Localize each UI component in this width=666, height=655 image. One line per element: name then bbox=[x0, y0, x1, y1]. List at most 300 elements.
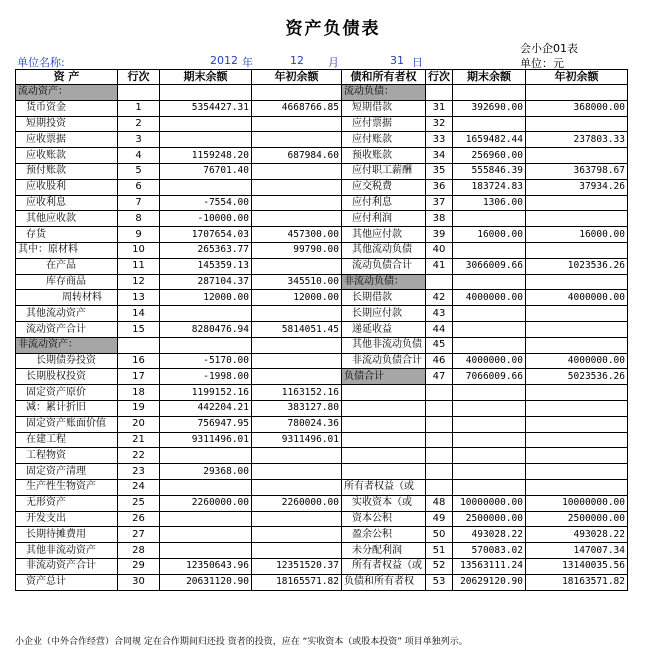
opening-cell: 12351520.37 bbox=[252, 558, 342, 574]
table-row bbox=[16, 527, 628, 543]
asset-name-cell: 流动资产合计 bbox=[16, 321, 118, 337]
table-row bbox=[16, 163, 628, 179]
opening-r-cell bbox=[526, 306, 628, 322]
line-no-r-cell: 37 bbox=[426, 195, 453, 211]
line-no-r-cell: 43 bbox=[426, 306, 453, 322]
opening-cell bbox=[252, 258, 342, 274]
closing-cell: 8280476.94 bbox=[160, 321, 252, 337]
opening-cell bbox=[252, 132, 342, 148]
liab-name-cell: 资本公积 bbox=[342, 511, 426, 527]
line-no-r-cell bbox=[426, 274, 453, 290]
opening-cell: 5814051.45 bbox=[252, 321, 342, 337]
table-row bbox=[16, 511, 628, 527]
liab-name-cell: 递延收益 bbox=[342, 321, 426, 337]
opening-r-cell: 1023536.26 bbox=[526, 258, 628, 274]
opening-cell bbox=[252, 337, 342, 353]
closing-cell: 442204.21 bbox=[160, 400, 252, 416]
col-line-no-right: 行次 bbox=[426, 70, 453, 85]
liab-name-cell: 盈余公积 bbox=[342, 527, 426, 543]
closing-cell: 76701.40 bbox=[160, 163, 252, 179]
opening-r-cell bbox=[526, 416, 628, 432]
opening-cell bbox=[252, 179, 342, 195]
table-row bbox=[16, 100, 628, 116]
liab-name-cell: 应付账款 bbox=[342, 132, 426, 148]
asset-name-cell: 应收股利 bbox=[16, 179, 118, 195]
opening-r-cell: 13140035.56 bbox=[526, 558, 628, 574]
closing-cell bbox=[160, 306, 252, 322]
line-no-r-cell: 39 bbox=[426, 227, 453, 243]
line-no-cell: 7 bbox=[118, 195, 160, 211]
liab-name-cell: 所有者权益（或 bbox=[342, 558, 426, 574]
line-no-r-cell: 53 bbox=[426, 574, 453, 590]
closing-r-cell: 3066009.66 bbox=[453, 258, 526, 274]
closing-cell bbox=[160, 337, 252, 353]
opening-cell bbox=[252, 448, 342, 464]
asset-name-cell: 资产总计 bbox=[16, 574, 118, 590]
asset-name-cell: 其他非流动资产 bbox=[16, 543, 118, 559]
line-no-r-cell: 49 bbox=[426, 511, 453, 527]
line-no-r-cell: 33 bbox=[426, 132, 453, 148]
unit-name-label: 单位名称: bbox=[17, 56, 65, 69]
closing-r-cell bbox=[453, 337, 526, 353]
closing-r-cell: 16000.00 bbox=[453, 227, 526, 243]
closing-r-cell: 183724.83 bbox=[453, 179, 526, 195]
form-code: 会小企01表 bbox=[520, 42, 578, 55]
opening-cell: 12000.00 bbox=[252, 290, 342, 306]
closing-r-cell: 493028.22 bbox=[453, 527, 526, 543]
asset-name-cell: 减：累计折旧 bbox=[16, 400, 118, 416]
closing-cell bbox=[160, 543, 252, 559]
closing-cell: 2260000.00 bbox=[160, 495, 252, 511]
asset-name-cell: 短期投资 bbox=[16, 116, 118, 132]
opening-r-cell bbox=[526, 385, 628, 401]
liab-name-cell: 应付利润 bbox=[342, 211, 426, 227]
opening-r-cell: 18163571.82 bbox=[526, 574, 628, 590]
opening-cell bbox=[252, 511, 342, 527]
opening-cell: 9311496.01 bbox=[252, 432, 342, 448]
line-no-r-cell bbox=[426, 479, 453, 495]
table-row bbox=[16, 385, 628, 401]
liab-name-cell: 应付职工薪酬 bbox=[342, 163, 426, 179]
table-row bbox=[16, 479, 628, 495]
line-no-r-cell bbox=[426, 85, 453, 101]
liab-name-cell bbox=[342, 400, 426, 416]
opening-r-cell bbox=[526, 337, 628, 353]
liab-name-cell: 应付票据 bbox=[342, 116, 426, 132]
opening-r-cell: 10000000.00 bbox=[526, 495, 628, 511]
liab-name-cell: 应交税费 bbox=[342, 179, 426, 195]
line-no-cell: 27 bbox=[118, 527, 160, 543]
line-no-r-cell: 31 bbox=[426, 100, 453, 116]
liab-name-cell: 短期借款 bbox=[342, 100, 426, 116]
report-title: 资产负债表 bbox=[285, 19, 381, 39]
table-row bbox=[16, 211, 628, 227]
line-no-r-cell bbox=[426, 432, 453, 448]
line-no-r-cell: 38 bbox=[426, 211, 453, 227]
line-no-cell: 26 bbox=[118, 511, 160, 527]
asset-name-cell: 工程物资 bbox=[16, 448, 118, 464]
opening-cell bbox=[252, 527, 342, 543]
asset-name-cell: 应收票据 bbox=[16, 132, 118, 148]
line-no-cell: 4 bbox=[118, 148, 160, 164]
closing-r-cell: 4000000.00 bbox=[453, 353, 526, 369]
opening-cell bbox=[252, 479, 342, 495]
closing-r-cell: 2500000.00 bbox=[453, 511, 526, 527]
closing-cell bbox=[160, 85, 252, 101]
closing-cell bbox=[160, 448, 252, 464]
opening-cell: 687984.60 bbox=[252, 148, 342, 164]
line-no-r-cell bbox=[426, 464, 453, 480]
report-year: 2012 bbox=[210, 54, 238, 67]
line-no-cell: 5 bbox=[118, 163, 160, 179]
col-liability-equity: 债和所有者权 bbox=[342, 70, 426, 85]
table-row bbox=[16, 495, 628, 511]
line-no-cell: 29 bbox=[118, 558, 160, 574]
closing-r-cell bbox=[453, 432, 526, 448]
closing-cell: -5170.00 bbox=[160, 353, 252, 369]
closing-cell: 5354427.31 bbox=[160, 100, 252, 116]
line-no-cell: 3 bbox=[118, 132, 160, 148]
liab-name-cell: 长期应付款 bbox=[342, 306, 426, 322]
opening-r-cell bbox=[526, 242, 628, 258]
month-label: 月 bbox=[328, 56, 339, 69]
asset-name-cell: 库存商品 bbox=[16, 274, 118, 290]
closing-r-cell bbox=[453, 321, 526, 337]
opening-cell: 383127.80 bbox=[252, 400, 342, 416]
footnote: 小企业（中外合作经营）合同规 定在合作期间归还投 资者的投资，应在 “实收资本（或股本投资” 项目单独列示。 bbox=[15, 637, 468, 647]
liab-name-cell: 长期借款 bbox=[342, 290, 426, 306]
closing-cell: 287104.37 bbox=[160, 274, 252, 290]
opening-r-cell bbox=[526, 211, 628, 227]
opening-cell: 18165571.82 bbox=[252, 574, 342, 590]
closing-cell: -1998.00 bbox=[160, 369, 252, 385]
closing-r-cell: 10000000.00 bbox=[453, 495, 526, 511]
line-no-r-cell: 41 bbox=[426, 258, 453, 274]
asset-name-cell: 货币资金 bbox=[16, 100, 118, 116]
opening-r-cell bbox=[526, 400, 628, 416]
closing-cell: 9311496.01 bbox=[160, 432, 252, 448]
table-row bbox=[16, 369, 628, 385]
asset-name-cell: 非流动资产： bbox=[16, 337, 118, 353]
line-no-r-cell: 36 bbox=[426, 179, 453, 195]
asset-name-cell: 长期债券投资 bbox=[16, 353, 118, 369]
liab-name-cell: 实收资本（或 bbox=[342, 495, 426, 511]
closing-cell: -10000.00 bbox=[160, 211, 252, 227]
table-row bbox=[16, 558, 628, 574]
table-row bbox=[16, 543, 628, 559]
line-no-cell: 30 bbox=[118, 574, 160, 590]
table-row bbox=[16, 337, 628, 353]
opening-cell bbox=[252, 211, 342, 227]
opening-cell: 2260000.00 bbox=[252, 495, 342, 511]
liab-name-cell: 负债和所有者权 bbox=[342, 574, 426, 590]
day-label: 日 bbox=[412, 56, 423, 69]
col-opening-balance: 年初余额 bbox=[252, 70, 342, 85]
line-no-r-cell: 52 bbox=[426, 558, 453, 574]
line-no-r-cell: 47 bbox=[426, 369, 453, 385]
asset-name-cell: 固定资产账面价值 bbox=[16, 416, 118, 432]
currency-unit: 单位：元 bbox=[520, 57, 564, 70]
liab-name-cell: 未分配利润 bbox=[342, 543, 426, 559]
report-day: 31 bbox=[390, 54, 404, 67]
col-closing-balance: 期末余额 bbox=[160, 70, 252, 85]
closing-r-cell: 13563111.24 bbox=[453, 558, 526, 574]
line-no-r-cell: 44 bbox=[426, 321, 453, 337]
liab-name-cell: 其他应付款 bbox=[342, 227, 426, 243]
table-row bbox=[16, 274, 628, 290]
asset-name-cell: 无形资产 bbox=[16, 495, 118, 511]
closing-r-cell bbox=[453, 416, 526, 432]
liab-name-cell: 应付利息 bbox=[342, 195, 426, 211]
closing-cell bbox=[160, 132, 252, 148]
line-no-cell: 13 bbox=[118, 290, 160, 306]
line-no-cell: 18 bbox=[118, 385, 160, 401]
line-no-cell: 15 bbox=[118, 321, 160, 337]
asset-name-cell: 其他流动资产 bbox=[16, 306, 118, 322]
line-no-cell: 28 bbox=[118, 543, 160, 559]
col-closing-balance-right: 期末余额 bbox=[453, 70, 526, 85]
table-row bbox=[16, 306, 628, 322]
opening-cell bbox=[252, 369, 342, 385]
closing-cell bbox=[160, 179, 252, 195]
line-no-r-cell: 45 bbox=[426, 337, 453, 353]
opening-r-cell: 37934.26 bbox=[526, 179, 628, 195]
asset-name-cell: 预付账款 bbox=[16, 163, 118, 179]
asset-name-cell: 固定资产原价 bbox=[16, 385, 118, 401]
year-label: 年 bbox=[242, 56, 253, 69]
line-no-cell: 2 bbox=[118, 116, 160, 132]
opening-cell bbox=[252, 163, 342, 179]
asset-name-cell: 长期股权投资 bbox=[16, 369, 118, 385]
liab-name-cell bbox=[342, 432, 426, 448]
opening-r-cell: 2500000.00 bbox=[526, 511, 628, 527]
line-no-r-cell: 40 bbox=[426, 242, 453, 258]
liab-name-cell: 其他非流动负债 bbox=[342, 337, 426, 353]
line-no-cell: 11 bbox=[118, 258, 160, 274]
col-opening-balance-right: 年初余额 bbox=[526, 70, 628, 85]
closing-r-cell bbox=[453, 211, 526, 227]
line-no-r-cell bbox=[426, 400, 453, 416]
liab-name-cell: 其他流动负债 bbox=[342, 242, 426, 258]
line-no-r-cell bbox=[426, 416, 453, 432]
opening-r-cell: 4000000.00 bbox=[526, 353, 628, 369]
table-row bbox=[16, 132, 628, 148]
line-no-r-cell: 46 bbox=[426, 353, 453, 369]
closing-r-cell bbox=[453, 464, 526, 480]
opening-r-cell bbox=[526, 274, 628, 290]
table-row bbox=[16, 432, 628, 448]
opening-cell: 780024.36 bbox=[252, 416, 342, 432]
opening-r-cell bbox=[526, 464, 628, 480]
liab-name-cell: 流动负债： bbox=[342, 85, 426, 101]
opening-cell bbox=[252, 464, 342, 480]
opening-r-cell: 363798.67 bbox=[526, 163, 628, 179]
table-row bbox=[16, 464, 628, 480]
line-no-r-cell bbox=[426, 385, 453, 401]
closing-r-cell bbox=[453, 242, 526, 258]
line-no-r-cell: 35 bbox=[426, 163, 453, 179]
table-row bbox=[16, 321, 628, 337]
opening-r-cell: 5023536.26 bbox=[526, 369, 628, 385]
closing-cell: 1707654.03 bbox=[160, 227, 252, 243]
closing-cell: 145359.13 bbox=[160, 258, 252, 274]
line-no-cell: 6 bbox=[118, 179, 160, 195]
asset-name-cell: 其中：原材料 bbox=[16, 242, 118, 258]
closing-r-cell bbox=[453, 448, 526, 464]
opening-cell: 99790.00 bbox=[252, 242, 342, 258]
closing-r-cell bbox=[453, 306, 526, 322]
opening-cell bbox=[252, 306, 342, 322]
table-header-row bbox=[16, 70, 628, 85]
asset-name-cell: 在产品 bbox=[16, 258, 118, 274]
liab-name-cell: 所有者权益（或 bbox=[342, 479, 426, 495]
asset-name-cell: 其他应收款 bbox=[16, 211, 118, 227]
closing-r-cell bbox=[453, 274, 526, 290]
closing-r-cell: 392690.00 bbox=[453, 100, 526, 116]
closing-r-cell bbox=[453, 116, 526, 132]
opening-r-cell: 368000.00 bbox=[526, 100, 628, 116]
closing-r-cell: 570083.02 bbox=[453, 543, 526, 559]
table-row bbox=[16, 258, 628, 274]
asset-name-cell: 固定资产清理 bbox=[16, 464, 118, 480]
opening-r-cell bbox=[526, 321, 628, 337]
closing-cell: 1199152.16 bbox=[160, 385, 252, 401]
closing-r-cell: 1306.00 bbox=[453, 195, 526, 211]
line-no-cell: 14 bbox=[118, 306, 160, 322]
asset-name-cell: 应收利息 bbox=[16, 195, 118, 211]
closing-cell bbox=[160, 511, 252, 527]
table-row bbox=[16, 227, 628, 243]
closing-cell: 29368.00 bbox=[160, 464, 252, 480]
asset-name-cell: 非流动资产合计 bbox=[16, 558, 118, 574]
opening-r-cell: 493028.22 bbox=[526, 527, 628, 543]
closing-cell: -7554.00 bbox=[160, 195, 252, 211]
line-no-cell: 16 bbox=[118, 353, 160, 369]
line-no-cell bbox=[118, 337, 160, 353]
closing-cell bbox=[160, 527, 252, 543]
line-no-cell bbox=[118, 85, 160, 101]
table-row bbox=[16, 85, 628, 101]
opening-r-cell: 147007.34 bbox=[526, 543, 628, 559]
closing-cell: 12000.00 bbox=[160, 290, 252, 306]
line-no-r-cell bbox=[426, 448, 453, 464]
closing-r-cell bbox=[453, 400, 526, 416]
line-no-r-cell: 51 bbox=[426, 543, 453, 559]
closing-cell: 756947.95 bbox=[160, 416, 252, 432]
table-row bbox=[16, 353, 628, 369]
closing-cell: 1159248.20 bbox=[160, 148, 252, 164]
closing-r-cell: 4000000.00 bbox=[453, 290, 526, 306]
table-row bbox=[16, 290, 628, 306]
opening-r-cell bbox=[526, 448, 628, 464]
asset-name-cell: 生产性生物资产 bbox=[16, 479, 118, 495]
opening-r-cell bbox=[526, 85, 628, 101]
opening-cell: 1163152.16 bbox=[252, 385, 342, 401]
table-row bbox=[16, 448, 628, 464]
opening-r-cell bbox=[526, 148, 628, 164]
line-no-r-cell: 34 bbox=[426, 148, 453, 164]
closing-cell bbox=[160, 479, 252, 495]
closing-r-cell: 7066009.66 bbox=[453, 369, 526, 385]
closing-cell: 265363.77 bbox=[160, 242, 252, 258]
line-no-cell: 10 bbox=[118, 242, 160, 258]
line-no-cell: 12 bbox=[118, 274, 160, 290]
closing-cell: 12350643.96 bbox=[160, 558, 252, 574]
table-row bbox=[16, 179, 628, 195]
table-row bbox=[16, 195, 628, 211]
line-no-r-cell: 48 bbox=[426, 495, 453, 511]
opening-cell: 4668766.85 bbox=[252, 100, 342, 116]
closing-cell bbox=[160, 116, 252, 132]
line-no-cell: 17 bbox=[118, 369, 160, 385]
line-no-cell: 25 bbox=[118, 495, 160, 511]
closing-cell: 20631120.90 bbox=[160, 574, 252, 590]
liab-name-cell: 非流动负债： bbox=[342, 274, 426, 290]
opening-cell bbox=[252, 195, 342, 211]
asset-name-cell: 长期待摊费用 bbox=[16, 527, 118, 543]
line-no-cell: 24 bbox=[118, 479, 160, 495]
line-no-cell: 1 bbox=[118, 100, 160, 116]
table-row bbox=[16, 416, 628, 432]
line-no-cell: 8 bbox=[118, 211, 160, 227]
line-no-cell: 20 bbox=[118, 416, 160, 432]
table-row bbox=[16, 116, 628, 132]
col-asset: 资 产 bbox=[16, 70, 118, 85]
opening-cell bbox=[252, 116, 342, 132]
col-line-no: 行次 bbox=[118, 70, 160, 85]
opening-r-cell bbox=[526, 116, 628, 132]
opening-r-cell bbox=[526, 432, 628, 448]
liab-name-cell: 预收账款 bbox=[342, 148, 426, 164]
opening-r-cell: 237803.33 bbox=[526, 132, 628, 148]
liab-name-cell: 负债合计 bbox=[342, 369, 426, 385]
opening-cell: 457300.00 bbox=[252, 227, 342, 243]
line-no-cell: 21 bbox=[118, 432, 160, 448]
liab-name-cell bbox=[342, 464, 426, 480]
table-row bbox=[16, 242, 628, 258]
report-month: 12 bbox=[290, 54, 304, 67]
opening-r-cell: 16000.00 bbox=[526, 227, 628, 243]
asset-name-cell: 流动资产： bbox=[16, 85, 118, 101]
table-row bbox=[16, 400, 628, 416]
closing-r-cell: 1659482.44 bbox=[453, 132, 526, 148]
opening-cell bbox=[252, 85, 342, 101]
asset-name-cell: 在建工程 bbox=[16, 432, 118, 448]
liab-name-cell bbox=[342, 385, 426, 401]
closing-r-cell bbox=[453, 385, 526, 401]
table-row bbox=[16, 148, 628, 164]
opening-cell: 345510.00 bbox=[252, 274, 342, 290]
balance-sheet-table bbox=[15, 69, 628, 591]
asset-name-cell: 开发支出 bbox=[16, 511, 118, 527]
liab-name-cell: 非流动负债合计 bbox=[342, 353, 426, 369]
opening-r-cell bbox=[526, 195, 628, 211]
opening-r-cell bbox=[526, 479, 628, 495]
liab-name-cell bbox=[342, 448, 426, 464]
opening-cell bbox=[252, 543, 342, 559]
line-no-cell: 9 bbox=[118, 227, 160, 243]
asset-name-cell: 周转材料 bbox=[16, 290, 118, 306]
closing-r-cell: 256960.00 bbox=[453, 148, 526, 164]
closing-r-cell: 555846.39 bbox=[453, 163, 526, 179]
closing-r-cell bbox=[453, 479, 526, 495]
line-no-r-cell: 50 bbox=[426, 527, 453, 543]
closing-r-cell bbox=[453, 85, 526, 101]
closing-r-cell: 20629120.90 bbox=[453, 574, 526, 590]
line-no-r-cell: 32 bbox=[426, 116, 453, 132]
asset-name-cell: 应收账款 bbox=[16, 148, 118, 164]
liab-name-cell: 流动负债合计 bbox=[342, 258, 426, 274]
